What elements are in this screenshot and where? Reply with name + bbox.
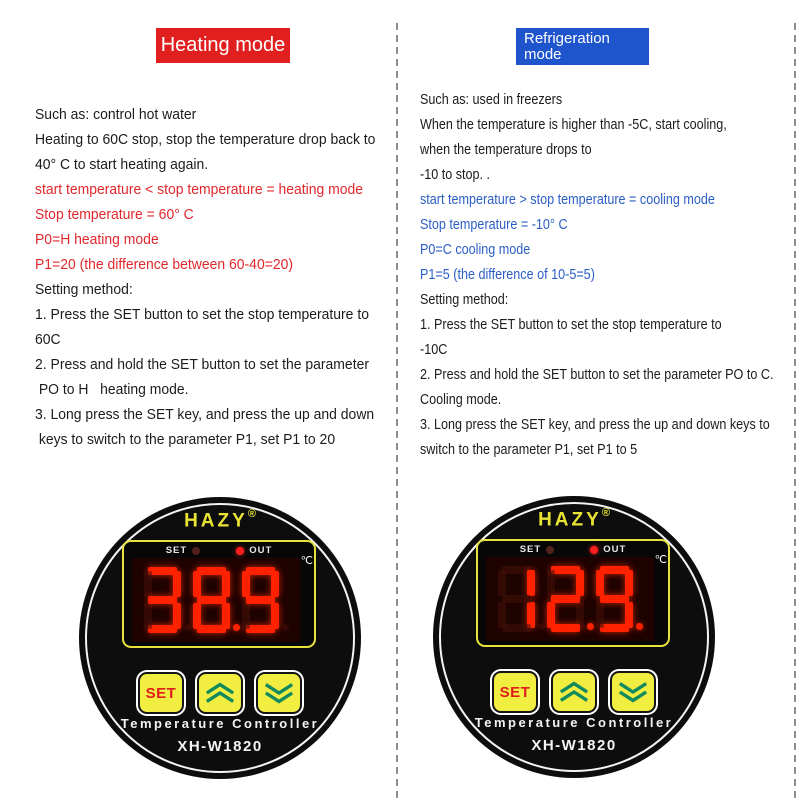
- instruction-line: Heating to 60C stop, stop the temperature drop back to: [35, 131, 376, 148]
- display-panel: [476, 539, 670, 647]
- instruction-line: 60C: [35, 331, 61, 348]
- right-dashed-divider: [794, 23, 796, 800]
- set-indicator-led: [192, 547, 200, 555]
- instruction-line: P1=5 (the difference of 10-5=5): [420, 266, 595, 283]
- digit-group: [242, 567, 289, 633]
- segment-g: [600, 595, 629, 603]
- segment-f: [547, 570, 555, 596]
- decimal-dot: [184, 624, 191, 631]
- chevron-up-icon: [204, 682, 236, 704]
- device-type-label: Temperature Controller: [474, 715, 674, 730]
- seven-seg-digit: [498, 566, 535, 632]
- segment-d: [148, 625, 177, 633]
- instruction-line: 1. Press the SET button to set the stop temperature to: [35, 306, 369, 323]
- instruction-line: keys to switch to the parameter P1, set P1 to 20: [35, 431, 336, 448]
- decimal-dot: [282, 624, 289, 631]
- seven-seg-digit: [144, 567, 181, 633]
- instruction-line: When the temperature is higher than -5C, start cooling,: [420, 116, 727, 133]
- seven-segment-display: [486, 557, 654, 641]
- refrigeration-mode-header: Refrigeration mode: [516, 28, 649, 65]
- decimal-dot: [587, 623, 594, 630]
- segment-b: [576, 570, 584, 596]
- instruction-line: when the temperature drops to: [420, 141, 592, 158]
- segment-f: [193, 571, 201, 597]
- brand-logo: [79, 510, 361, 532]
- instruction-line: PO to H heating mode.: [35, 381, 189, 398]
- registered-mark: ®: [601, 507, 610, 519]
- segment-g: [246, 596, 275, 604]
- instruction-line: P0=H heating mode: [35, 231, 159, 248]
- instruction-line: -10C: [420, 341, 448, 358]
- segment-b: [625, 570, 633, 596]
- set-indicator-label: SET: [519, 544, 542, 555]
- celsius-unit-label: ℃: [300, 555, 313, 567]
- button-row: [433, 671, 715, 713]
- instruction-line: Setting method:: [35, 281, 133, 298]
- instruction-line: 40° C to start heating again.: [35, 156, 209, 173]
- device-model-label: XH-W1820: [177, 738, 263, 755]
- registered-mark: ®: [247, 508, 256, 520]
- out-indicator-label: OUT: [603, 544, 627, 555]
- chevron-down-icon: [263, 682, 295, 704]
- brand-logo: [433, 509, 715, 531]
- segment-g: [148, 596, 177, 604]
- segment-d: [551, 624, 580, 632]
- display-panel: [122, 540, 316, 648]
- segment-e: [193, 603, 201, 629]
- segment-f: [144, 571, 152, 597]
- segment-d: [600, 624, 629, 632]
- instruction-line: Stop temperature = -10° C: [420, 216, 568, 233]
- heating-mode-header: Heating mode: [156, 28, 290, 63]
- segment-f: [596, 570, 604, 596]
- seven-seg-digit: [547, 566, 584, 632]
- digit-group: [498, 566, 545, 632]
- segment-b: [222, 571, 230, 597]
- instruction-line: 3. Long press the SET key, and press the up and down: [35, 406, 375, 423]
- segment-e: [596, 602, 604, 628]
- segment-e: [547, 602, 555, 628]
- brand-text: HAZY: [538, 509, 602, 531]
- indicator-row: [478, 544, 668, 555]
- seven-seg-digit: [193, 567, 230, 633]
- instruction-line: start temperature > stop temperature = cooling mode: [420, 191, 715, 208]
- device-model-label: XH-W1820: [531, 737, 617, 754]
- down-button[interactable]: [610, 671, 656, 713]
- segment-b: [527, 570, 535, 596]
- instruction-line: switch to the parameter P1, set P1 to 5: [420, 441, 638, 458]
- temperature-controller-cooling: [433, 496, 715, 778]
- instruction-line: 1. Press the SET button to set the stop temperature to: [420, 316, 722, 333]
- button-row: [79, 672, 361, 714]
- seven-segment-display: [132, 558, 300, 642]
- up-button[interactable]: [197, 672, 243, 714]
- indicator-row: [124, 545, 314, 556]
- temperature-controller-heating: [79, 497, 361, 779]
- set-button[interactable]: SET: [138, 672, 184, 714]
- segment-g: [551, 595, 580, 603]
- instruction-line: Cooling mode.: [420, 391, 502, 408]
- set-button[interactable]: SET: [492, 671, 538, 713]
- out-indicator-led: [590, 546, 598, 554]
- instruction-line: 3. Long press the SET key, and press the up and down keys to: [420, 416, 770, 433]
- decimal-dot: [233, 624, 240, 631]
- digit-group: [144, 567, 191, 633]
- segment-g: [197, 596, 226, 604]
- set-indicator-label: SET: [165, 545, 188, 556]
- instruction-line: 2. Press and hold the SET button to set the parameter: [35, 356, 369, 373]
- set-indicator-led: [546, 546, 554, 554]
- instruction-line: Such as: control hot water: [35, 106, 197, 123]
- instruction-line: P0=C cooling mode: [420, 241, 531, 258]
- segment-e: [144, 603, 152, 629]
- digit-group: [596, 566, 643, 632]
- decimal-dot: [538, 623, 545, 630]
- segment-b: [173, 571, 181, 597]
- instruction-line: Stop temperature = 60° C: [35, 206, 194, 223]
- refrigeration-instructions: [420, 87, 773, 462]
- segment-f: [498, 570, 506, 596]
- instruction-line: P1=20 (the difference between 60-40=20): [35, 256, 294, 273]
- instruction-line: 2. Press and hold the SET button to set the parameter PO to C.: [420, 366, 774, 383]
- instruction-line: Such as: used in freezers: [420, 91, 563, 108]
- chevron-up-icon: [558, 681, 590, 703]
- seven-seg-digit: [596, 566, 633, 632]
- segment-d: [197, 625, 226, 633]
- heating-instructions: [35, 102, 375, 452]
- brand-text: HAZY: [184, 510, 248, 532]
- instruction-line: start temperature < stop temperature = heating mode: [35, 181, 364, 198]
- center-dashed-divider: [396, 23, 398, 800]
- seven-seg-digit: [242, 567, 279, 633]
- instruction-line: Setting method:: [420, 291, 509, 308]
- segment-d: [502, 624, 531, 632]
- down-button[interactable]: [256, 672, 302, 714]
- device-type-label: Temperature Controller: [120, 716, 320, 731]
- up-button[interactable]: [551, 671, 597, 713]
- segment-e: [242, 603, 250, 629]
- segment-b: [271, 571, 279, 597]
- celsius-unit-label: ℃: [654, 554, 667, 566]
- out-indicator-led: [236, 547, 244, 555]
- instruction-line: -10 to stop. .: [420, 166, 491, 183]
- chevron-down-icon: [617, 681, 649, 703]
- digit-group: [547, 566, 594, 632]
- out-indicator-label: OUT: [249, 545, 273, 556]
- segment-g: [502, 595, 531, 603]
- segment-d: [246, 625, 275, 633]
- decimal-dot: [636, 623, 643, 630]
- digit-group: [193, 567, 240, 633]
- segment-e: [498, 602, 506, 628]
- segment-f: [242, 571, 250, 597]
